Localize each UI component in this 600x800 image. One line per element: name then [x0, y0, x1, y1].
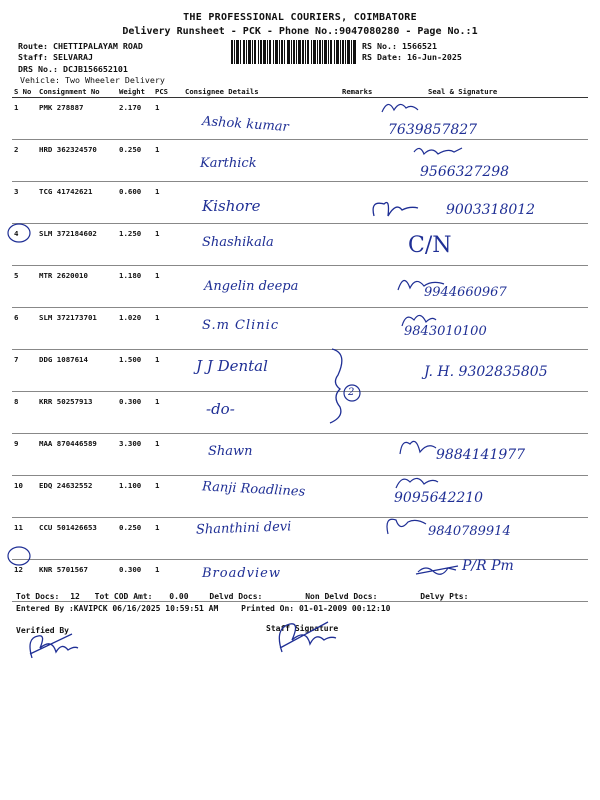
table-row [12, 224, 588, 266]
weight-cell: 1.180 [117, 266, 153, 308]
bracket-note: 2 [348, 387, 355, 398]
sno-cell: 2 [12, 140, 37, 182]
rs-no-value: 1566521 [401, 41, 437, 51]
weight-cell: 0.250 [117, 518, 153, 560]
sno-cell: 4 [12, 224, 37, 266]
entered-by-value: KAVIPCK 06/16/2025 10:59:51 AM [73, 604, 219, 613]
non-delvd-docs-label: Non Delvd Docs: [305, 592, 378, 601]
signature-scribble-12 [414, 560, 460, 582]
consignment-cell: KNR 5701567 [37, 560, 117, 602]
pcs-cell: 1 [153, 350, 183, 392]
vehicle-line [20, 75, 165, 85]
drs-line [18, 64, 128, 74]
weight-cell: 0.300 [117, 560, 153, 602]
handwritten-consignee-6: S.m Clinic [202, 318, 280, 333]
signature-scribble-2 [410, 142, 466, 164]
remarks-cell [340, 224, 400, 266]
weight-cell: 0.600 [117, 182, 153, 224]
col-consignment: Consignment No [37, 86, 117, 98]
vehicle-value: Two Wheeler Delivery [64, 75, 165, 85]
rs-date-label: RS Date: [362, 52, 402, 62]
staff-value: SELVARAJ [52, 52, 93, 62]
staff-signature-label: Staff Signature [266, 624, 339, 633]
rs-no-line [362, 41, 437, 51]
handwritten-consignee-9: Shawn [208, 444, 253, 459]
delvy-pts-label: Delvy Pts: [420, 592, 469, 601]
tot-cod-value: 0.00 [169, 592, 189, 601]
consignment-cell: MAA 870446589 [37, 434, 117, 476]
sno-cell: 1 [12, 98, 37, 140]
entered-by-label: Entered By : [16, 604, 74, 613]
route-line [18, 41, 143, 51]
printed-on-label: Printed On: [241, 604, 295, 613]
col-sno: S No [12, 86, 37, 98]
weight-cell: 1.100 [117, 476, 153, 518]
handwritten-consignee-3: Kishore [202, 197, 261, 215]
staff-signature-mark [270, 614, 340, 658]
pcs-cell: 1 [153, 476, 183, 518]
weight-cell: 2.170 [117, 98, 153, 140]
signature-text-4: C/N [408, 233, 452, 258]
verified-by-label: Verified By [16, 626, 69, 635]
consignment-cell: TCG 41742621 [37, 182, 117, 224]
signature-scribble-11 [382, 512, 432, 538]
drs-label: DRS No.: [18, 64, 58, 74]
signature-text-12: P/R Pm [462, 558, 514, 574]
signature-text-6: 9843010100 [404, 324, 487, 339]
circle-mark-row-12 [6, 545, 32, 567]
pcs-cell: 1 [153, 224, 183, 266]
table-header-row [12, 86, 588, 98]
handwritten-consignee-1: Ashok kumar [201, 113, 290, 136]
remarks-cell [340, 266, 400, 308]
pcs-cell: 1 [153, 518, 183, 560]
delvd-docs-label: Delvd Docs: [209, 592, 263, 601]
rs-date-value: 16-Jun-2025 [406, 52, 462, 62]
consignee-cell [183, 434, 340, 476]
signature-text-5: 9944660967 [424, 285, 507, 300]
sno-cell: 6 [12, 308, 37, 350]
weight-cell: 1.500 [117, 350, 153, 392]
consignment-cell: DDG 1087614 [37, 350, 117, 392]
sno-cell: 9 [12, 434, 37, 476]
handwritten-consignee-5: Angelin deepa [204, 279, 299, 294]
signature-text-2: 9566327298 [420, 164, 510, 180]
handwritten-consignee-8: -do- [206, 400, 235, 418]
pcs-cell: 1 [153, 434, 183, 476]
tot-cod-label: Tot COD Amt: [94, 592, 153, 601]
bracket-mark [318, 345, 368, 425]
col-remarks: Remarks [340, 86, 400, 98]
handwritten-consignee-11: Shanthini devi [195, 519, 292, 538]
remarks-cell [340, 140, 400, 182]
table-row [12, 98, 588, 140]
verified-by-signature [22, 628, 82, 664]
signature-text-10: 9095642210 [394, 490, 484, 506]
sno-cell: 7 [12, 350, 37, 392]
circle-mark-row-4 [6, 222, 32, 244]
consignment-cell: SLM 372173701 [37, 308, 117, 350]
handwritten-consignee-7: J J Dental [196, 357, 268, 375]
col-seal-signature: Seal & Signature [400, 86, 588, 98]
weight-cell: 1.020 [117, 308, 153, 350]
runsheet-title: Delivery Runsheet - PCK - Phone No.:9047080280 - Page No.:1 [122, 26, 478, 37]
col-weight: Weight [117, 86, 153, 98]
signature-cell [400, 392, 588, 434]
signature-scribble-1 [380, 96, 420, 118]
rs-no-label: RS No.: [362, 41, 397, 51]
weight-cell: 3.300 [117, 434, 153, 476]
consignment-cell: KRR 50257913 [37, 392, 117, 434]
col-pcs: PCS [153, 86, 183, 98]
printed-on-value: 01-01-2009 00:12:10 [298, 604, 391, 613]
signature-scribble-3 [368, 196, 428, 222]
consignment-cell: CCU 501426653 [37, 518, 117, 560]
company-name: THE PROFESSIONAL COURIERS, COIMBATORE [183, 12, 417, 23]
signature-text-3: 9003318012 [446, 202, 536, 218]
weight-cell: 0.250 [117, 140, 153, 182]
table-row [12, 392, 588, 434]
consignment-cell: EDQ 24632552 [37, 476, 117, 518]
col-consignee: Consignee Details [183, 86, 340, 98]
handwritten-consignee-12: Broadview [202, 566, 281, 581]
table-row [12, 308, 588, 350]
pcs-cell: 1 [153, 266, 183, 308]
totals-line [16, 592, 468, 601]
tot-docs-value: 12 [70, 592, 80, 601]
sno-cell: 3 [12, 182, 37, 224]
consignment-cell: MTR 2620010 [37, 266, 117, 308]
route-label: Route: [18, 41, 48, 51]
vehicle-label: Vehicle: [20, 75, 60, 85]
drs-value: DCJB156652101 [62, 64, 128, 74]
route-value: CHETTIPALAYAM ROAD [52, 41, 143, 51]
tot-docs-label: Tot Docs: [16, 592, 60, 601]
remarks-cell [340, 434, 400, 476]
pcs-cell: 1 [153, 308, 183, 350]
pcs-cell: 1 [153, 392, 183, 434]
rs-date-line [362, 52, 462, 62]
entered-line [16, 604, 390, 613]
signature-text-9: 9884141977 [436, 447, 526, 463]
staff-line [18, 52, 93, 62]
signature-text-11: 9840789914 [428, 524, 511, 539]
handwritten-consignee-2: Karthick [200, 156, 257, 171]
pcs-cell: 1 [153, 140, 183, 182]
sno-cell: 8 [12, 392, 37, 434]
weight-cell: 1.250 [117, 224, 153, 266]
weight-cell: 0.300 [117, 392, 153, 434]
staff-label: Staff: [18, 52, 48, 62]
barcode-image [231, 40, 356, 64]
pcs-cell: 1 [153, 182, 183, 224]
handwritten-consignee-10: Ranji Roadlines [201, 479, 306, 500]
sno-cell: 12 [12, 560, 37, 602]
pcs-cell: 1 [153, 560, 183, 602]
consignment-cell: SLM 372184602 [37, 224, 117, 266]
consignment-cell: HRD 362324570 [37, 140, 117, 182]
signature-text-7: J. H. 9302835805 [424, 364, 548, 380]
sno-cell: 11 [12, 518, 37, 560]
sno-cell: 5 [12, 266, 37, 308]
sno-cell: 10 [12, 476, 37, 518]
consignment-cell: PMK 278887 [37, 98, 117, 140]
remarks-cell [340, 308, 400, 350]
pcs-cell: 1 [153, 98, 183, 140]
signature-text-1: 7639857827 [388, 122, 478, 138]
handwritten-consignee-4: Shashikala [202, 235, 274, 250]
